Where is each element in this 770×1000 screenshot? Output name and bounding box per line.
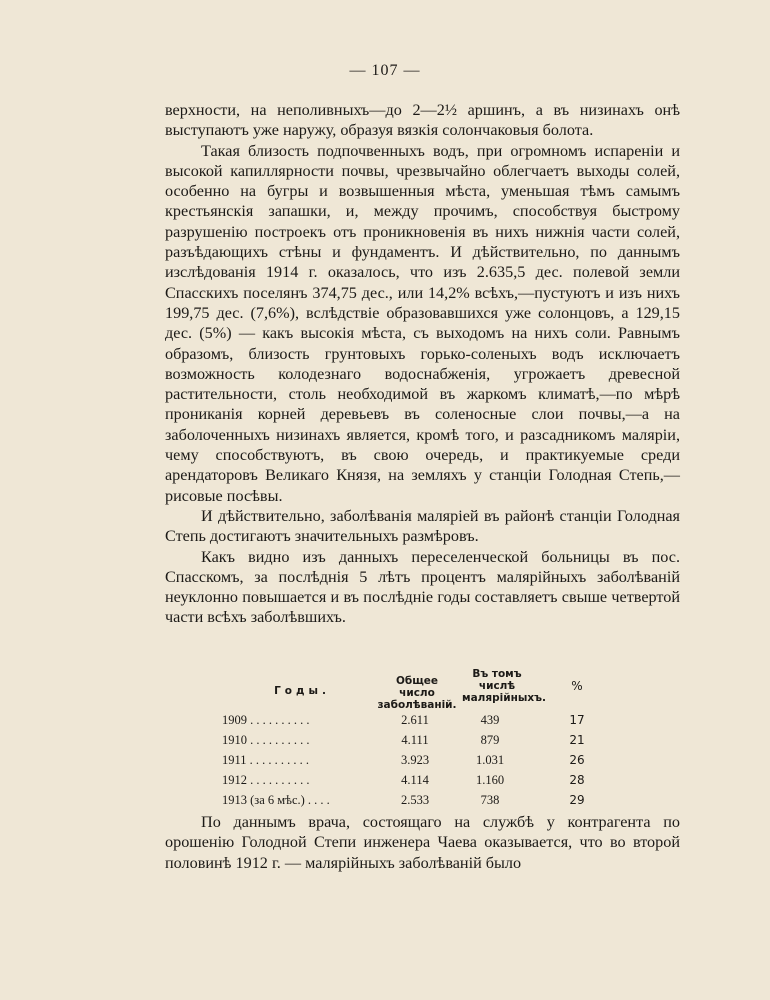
paragraph-4: Какъ видно изъ данныхъ переселенческой больницы въ пос. Спасскомъ, за послѣднія 5 лѣтъ процентъ малярійныхъ заболѣваній неуклонно повышается и въ послѣдніе годы составляетъ свыше четвертой части всѣхъ заболѣвшихъ. [165, 547, 680, 627]
row-percent: 17 [569, 713, 585, 727]
row-malaria: 1.160 [475, 773, 505, 787]
table-row [222, 733, 642, 753]
row-total: 3.923 [400, 753, 430, 767]
main-text-bottom [165, 812, 680, 873]
row-percent: 28 [569, 773, 585, 787]
header-total: Общее число заболѣваній. [377, 675, 457, 711]
row-year: 1910 . . . . . . . . . . [222, 733, 310, 747]
table-row [222, 773, 642, 793]
row-total: 4.114 [401, 773, 429, 787]
paragraph-2: Такая близость подпочвенныхъ водъ, при огромномъ испареніи и высокой капиллярности почвы, чрезвычайно облегчаетъ выходы солей, особенно на бугры и возвышенныя мѣста, уменьшая тѣмъ самымъ крестьянскія запашки, и, между прочимъ, способствуя быстрому разрушенію построекъ отъ проникновенія въ нихъ нижнія части солей, разъѣдающихъ стѣны и фундаментъ. И дѣйствительно, по даннымъ изслѣдованія 1914 г. оказалось, что изъ 2.635,5 дес. полевой земли Спасскихъ поселянъ 374,75 дес., или 14,2% всѣхъ,—пустуютъ и изъ нихъ 199,75 дес. (7,6%), вслѣдствіе образовавшихся уже солонцовъ, а 129,15 дес. (5%) — какъ высокія мѣста, съ выходомъ на нихъ соли. Равнымъ образомъ, близость грунтовыхъ горько-соленыхъ водъ исключаетъ возможность колодезнаго водоснабженія, угрожаетъ древесной растительности, столь необходимой въ жаркомъ климатѣ,—по мѣрѣ прониканія корней деревьевъ въ соленосные слои почвы,—а на заболоченныхъ низинахъ является, кромѣ того, и разсадникомъ маляріи, чему способствуютъ, въ свою очередь, и практикуемые среди арендаторовъ Великаго Князя, на земляхъ у станціи Голодная Степь,—рисовые посѣвы. [165, 141, 680, 505]
header-percent: % [571, 679, 583, 693]
page-number: — 107 — [349, 62, 421, 79]
table-row [222, 793, 642, 813]
row-total: 4.111 [401, 733, 429, 747]
main-text-top [165, 100, 680, 628]
row-year: 1909 . . . . . . . . . . [222, 713, 310, 727]
row-total: 2.533 [400, 793, 430, 807]
row-year: 1911 . . . . . . . . . . [222, 753, 310, 767]
row-percent: 26 [569, 753, 585, 767]
row-malaria: 1.031 [475, 753, 505, 767]
row-malaria: 738 [480, 793, 500, 807]
table-row [222, 753, 642, 773]
row-percent: 29 [569, 793, 585, 807]
header-years: Годы. [274, 685, 330, 697]
paragraph-3: И дѣйствительно, заболѣванія маляріей въ районѣ станціи Голодная Степь достигаютъ значительныхъ размѣровъ. [165, 506, 680, 546]
row-year: 1913 (за 6 мѣс.) . . . . [222, 793, 330, 807]
row-year: 1912 . . . . . . . . . . [222, 773, 310, 787]
row-malaria: 879 [480, 733, 500, 747]
header-malaria: Въ томъ числѣ малярійныхъ. [462, 668, 546, 704]
row-percent: 21 [569, 733, 585, 747]
row-total: 2.611 [401, 713, 429, 727]
row-malaria: 439 [480, 713, 500, 727]
table-row [222, 713, 642, 733]
paragraph-5: По даннымъ врача, состоящаго на службѣ у контрагента по орошенію Голодной Степи инженера Чаева оказывается, что во второй половинѣ 1912 г. — малярійныхъ заболѣваній было [165, 813, 680, 872]
paragraph-1: верхности, на неполивныхъ—до 2—2½ аршинъ, а въ низинахъ онѣ выступаютъ уже наружу, образуя вязкія солончаковыя болота. [165, 101, 680, 140]
